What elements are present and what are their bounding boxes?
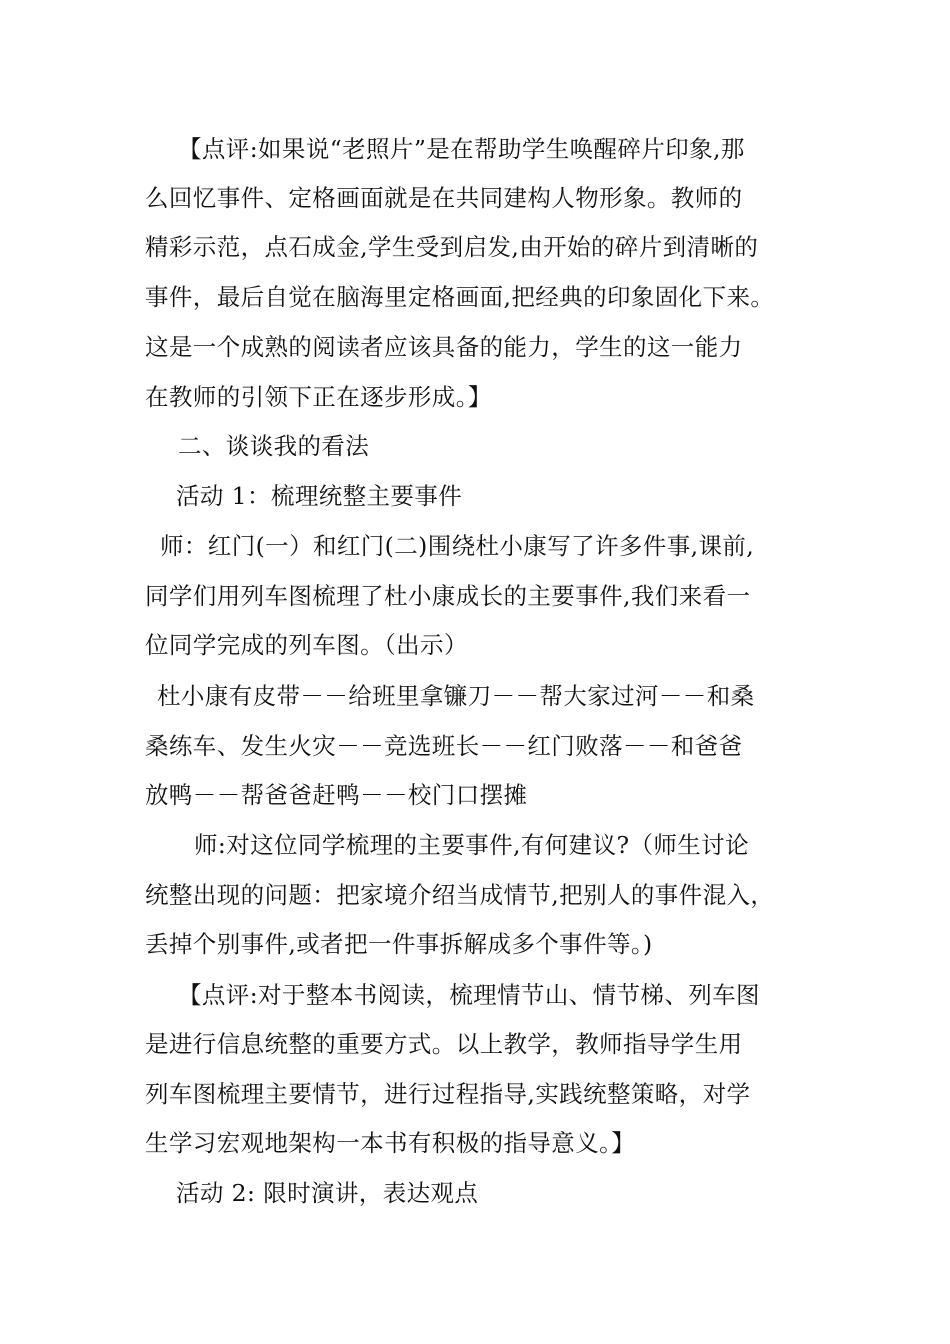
review-paragraph-1-line-1: 【点评:如果说“老照片”是在帮助学生唤醒碎片印象,那 bbox=[178, 135, 745, 163]
teacher-paragraph-1-line-2: 同学们用列车图梳理了杜小康成长的主要事件,我们来看一 bbox=[145, 582, 751, 610]
review-paragraph-1-line-2: 么回忆事件、定格画面就是在共同建构人物形象。教师的 bbox=[145, 184, 743, 212]
review-paragraph-2-line-2: 是进行信息统整的重要方式。以上教学，教师指导学生用 bbox=[145, 1030, 743, 1058]
review-paragraph-2-line-3: 列车图梳理主要情节，进行过程指导,实践统整策略，对学 bbox=[145, 1080, 751, 1108]
teacher-paragraph-2-line-3: 丢掉个别事件,或者把一件事拆解成多个事件等。) bbox=[145, 930, 653, 958]
review-paragraph-1-line-4: 事件，最后自觉在脑海里定格画面,把经典的印象固化下来。 bbox=[145, 283, 775, 311]
train-chart-line-2: 桑练车、发生火灾－－竞选班长－－红门败落－－和爸爸 bbox=[145, 732, 743, 760]
teacher-paragraph-2-line-2: 统整出现的问题：把家境介绍当成情节,把别人的事件混入， bbox=[145, 881, 775, 909]
review-paragraph-1-line-5: 这是一个成熟的阅读者应该具备的能力，学生的这一能力 bbox=[145, 333, 743, 361]
teacher-paragraph-1-line-3: 位同学完成的列车图。（出示） bbox=[145, 631, 468, 659]
teacher-paragraph-2-line-1: 师:对这位同学梳理的主要事件,有何建议?（师生讨论 bbox=[194, 831, 749, 859]
activity-1-heading: 活动 1：梳理统整主要事件 bbox=[176, 482, 463, 510]
review-paragraph-2-line-4: 生学习宏观地架构一本书有积极的指导意义。】 bbox=[145, 1129, 636, 1157]
review-paragraph-2-line-1: 【点评:对于整本书阅读，梳理情节山、情节梯、列车图 bbox=[178, 981, 760, 1009]
train-chart-line-3: 放鸭－－帮爸爸赶鸭－－校门口摆摊 bbox=[145, 781, 528, 809]
train-chart-line-1: 杜小康有皮带－－给班里拿镰刀－－帮大家过河－－和桑 bbox=[157, 682, 755, 710]
activity-2-heading: 活动 2: 限时演讲，表达观点 bbox=[176, 1179, 479, 1207]
review-paragraph-1-line-3: 精彩示范，点石成金,学生受到启发,由开始的碎片到清晰的 bbox=[145, 233, 759, 261]
section-heading: 二、谈谈我的看法 bbox=[178, 432, 370, 460]
teacher-paragraph-1-line-1: 师：红门(一）和红门(二)围绕杜小康写了许多件事,课前, bbox=[160, 532, 755, 560]
review-paragraph-1-line-6: 在教师的引领下正在逐步形成。】 bbox=[145, 383, 492, 411]
